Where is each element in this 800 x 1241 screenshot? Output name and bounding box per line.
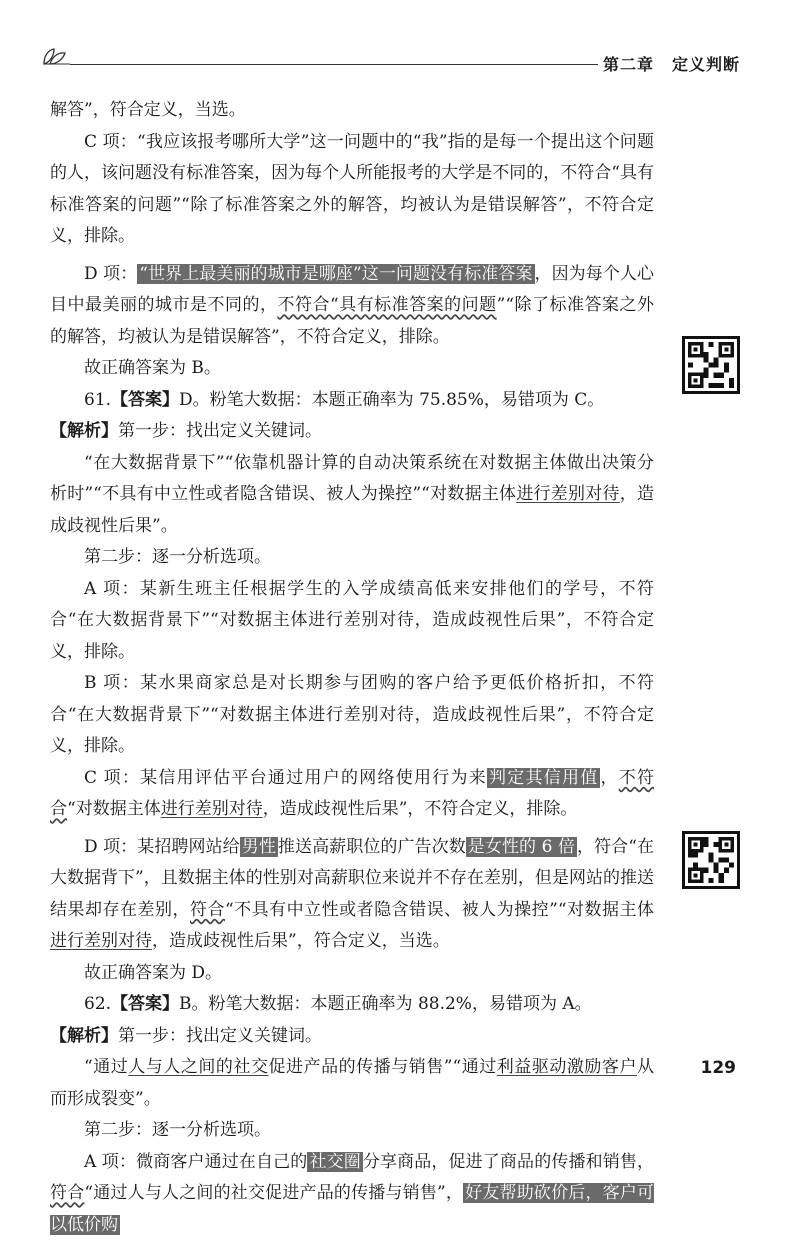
answer-tag: 【答案】 — [111, 994, 179, 1014]
underlined-text: 进行差别对待 — [516, 484, 619, 504]
underlined-text: 进行差别对待 — [161, 799, 263, 819]
chapter-label: 第二章 — [603, 55, 654, 74]
analysis-step-2: 第二步：逐一分析选项。 — [50, 1115, 654, 1147]
analysis-tag: 【解析】 — [50, 1026, 118, 1046]
page-header — [40, 44, 740, 74]
analysis-step-1: 【解析】第一步：找出定义关键词。 — [50, 416, 654, 448]
highlighted-text: 好友帮助砍价后，客户可以低价购 — [50, 1183, 654, 1235]
sprout-leaf-icon — [40, 44, 70, 68]
paragraph-option-a: A 项：某新生班主任根据学生的入学成绩高低来安排他们的学号，不符合“在大数据背景下”“对数据主体进行差别对待，造成歧视性后果”，不符合定义，排除。 — [50, 574, 654, 669]
paragraph-option-d: D 项： “世界上最美丽的城市是哪座”这一问题没有标准答案 ，因为每个人心目中最美丽的城市是不同的，不符合“具有标准答案的问题”“除了标准答案之外的解答，均被认为是错误解答”，不符合定义，排除。 — [50, 259, 654, 354]
underlined-text: 人与人之间的社交 — [128, 1057, 268, 1077]
highlighted-text: 社交圈 — [307, 1152, 362, 1172]
question-62-answer: 62.【答案】B。粉笔大数据：本题正确率为 88.2%，易错项为 A。 — [50, 989, 654, 1021]
definition-keywords: “通过人与人之间的社交促进产品的传播与销售”“通过利益驱动激励客户从而形成裂变”。 — [50, 1052, 654, 1115]
analysis-tag: 【解析】 — [50, 421, 118, 441]
highlighted-text: 男性 — [240, 837, 278, 857]
page-content — [50, 95, 654, 1241]
analysis-step-2: 第二步：逐一分析选项。 — [50, 542, 654, 574]
answer-line: 故正确答案为 D。 — [50, 958, 654, 990]
chapter-heading — [603, 52, 740, 75]
header-rule — [70, 64, 598, 65]
wavy-underlined-text: 不符合“具有标准答案的问题 — [277, 295, 496, 315]
highlighted-text: “世界上最美丽的城市是哪座”这一问题没有标准答案 — [137, 264, 534, 284]
highlighted-text: 判定其信用值 — [487, 768, 601, 788]
wavy-underlined-text: 符合 — [50, 1183, 84, 1203]
wavy-underlined-text: 不符合 — [50, 768, 654, 820]
paragraph: 解答”，符合定义，当选。 — [50, 95, 654, 127]
paragraph-option-a: A 项：微商客户通过在自己的 社交圈 分享商品，促进了商品的传播和销售，符合“通过人与人之间的社交促进产品的传播与销售”， 好友帮助砍价后，客户可以低价购 — [50, 1147, 654, 1241]
paragraph-option-b: B 项：某水果商家总是对长期参与团购的客户给予更低价格折扣，不符合“在大数据背景下”“对数据主体进行差别对待，造成歧视性后果”，不符合定义，排除。 — [50, 668, 654, 763]
definition-keywords: “在大数据背景下”“依靠机器计算的自动决策系统在对数据主体做出决策分析时”“不具有中立性或者隐含错误、被人为操控”“对数据主体进行差别对待，造成歧视性后果”。 — [50, 448, 654, 543]
answer-tag: 【答案】 — [111, 390, 179, 410]
underlined-text: 进行差别对待 — [50, 931, 152, 951]
qr-code-question-61[interactable] — [682, 336, 740, 394]
paragraph-option-d: D 项：某招聘网站给 男性 推送高薪职位的广告次数 是女性的 6 倍 ，符合“在大数据背下”，且数据主体的性别对高薪职位来说并不存在差别，但是网站的推送结果却存在差别，符合“不具有中立性或者隐含错误、被人为操控”“对数据主体进行差别对待，造成歧视性后果”，符合定义，当选。 — [50, 832, 654, 958]
wavy-underlined-text: 符合 — [190, 900, 225, 920]
page-number: 129 — [701, 1058, 737, 1078]
paragraph-option-c: C 项：“我应该报考哪所大学”这一问题中的“我”指的是每一个提出这个问题的人，该问题没有标准答案，因为每个人所能报考的大学是不同的，不符合“具有标准答案的问题”“除了标准答案之外的解答，均被认为是错误解答”，不符合定义，排除。 — [50, 127, 654, 253]
qr-code-question-62[interactable] — [682, 831, 740, 889]
answer-line: 故正确答案为 B。 — [50, 353, 654, 385]
chapter-title: 定义判断 — [672, 55, 740, 74]
paragraph-option-c: C 项：某信用评估平台通过用户的网络使用行为来 判定其信用值 ，不符合“对数据主体进行差别对待，造成歧视性后果”，不符合定义，排除。 — [50, 763, 654, 826]
highlighted-text: 是女性的 6 倍 — [466, 837, 577, 857]
underlined-text: 利益驱动激励客户 — [497, 1057, 637, 1077]
analysis-step-1: 【解析】第一步：找出定义关键词。 — [50, 1021, 654, 1053]
question-61-answer: 61.【答案】D。粉笔大数据：本题正确率为 75.85%，易错项为 C。 — [50, 385, 654, 417]
